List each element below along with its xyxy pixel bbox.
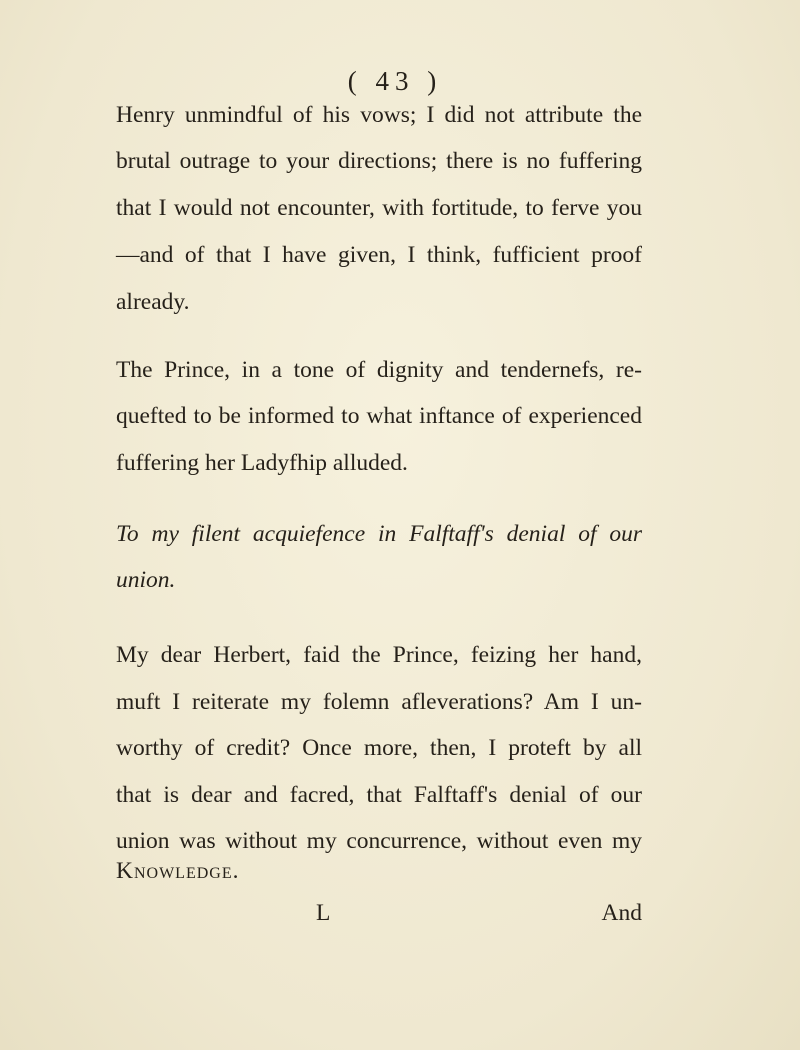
text-line: fuffering her Ladyfhip alluded. <box>116 450 408 476</box>
text-line: Henry unmindful of his vows; I did not attribute the <box>116 102 642 128</box>
text-line: brutal outrage to your directions; there is no fuffering <box>116 148 642 174</box>
page-number: ( 43 ) <box>347 66 443 96</box>
text-line: muft I reiterate my folemn afleverations? Am I un- <box>116 689 642 715</box>
text-line-smallcaps: Knowledge. <box>116 858 240 884</box>
catchword: And <box>601 900 642 926</box>
text-line: The Prince, in a tone of dignity and tendernefs, re- <box>116 357 642 383</box>
text-line: My dear Herbert, faid the Prince, feizing her hand, <box>116 642 642 668</box>
text-line: —and of that I have given, I think, fufficient proof <box>116 242 642 268</box>
text-line: that is dear and facred, that Falftaff's denial of our <box>116 782 642 808</box>
italic-text-line: To my filent acquiefence in Falftaff's denial of our <box>116 521 642 547</box>
signature-mark: L <box>316 900 331 926</box>
text-line: union was without my concurrence, without even my <box>116 828 642 854</box>
text-line: that I would not encounter, with fortitude, to ferve you <box>116 195 642 221</box>
text-line: already. <box>116 289 190 315</box>
text-line: worthy of credit? Once more, then, I proteft by all <box>116 735 642 761</box>
italic-text-line: union. <box>116 567 176 593</box>
text-line: quefted to be informed to what inftance of experienced <box>116 403 642 429</box>
